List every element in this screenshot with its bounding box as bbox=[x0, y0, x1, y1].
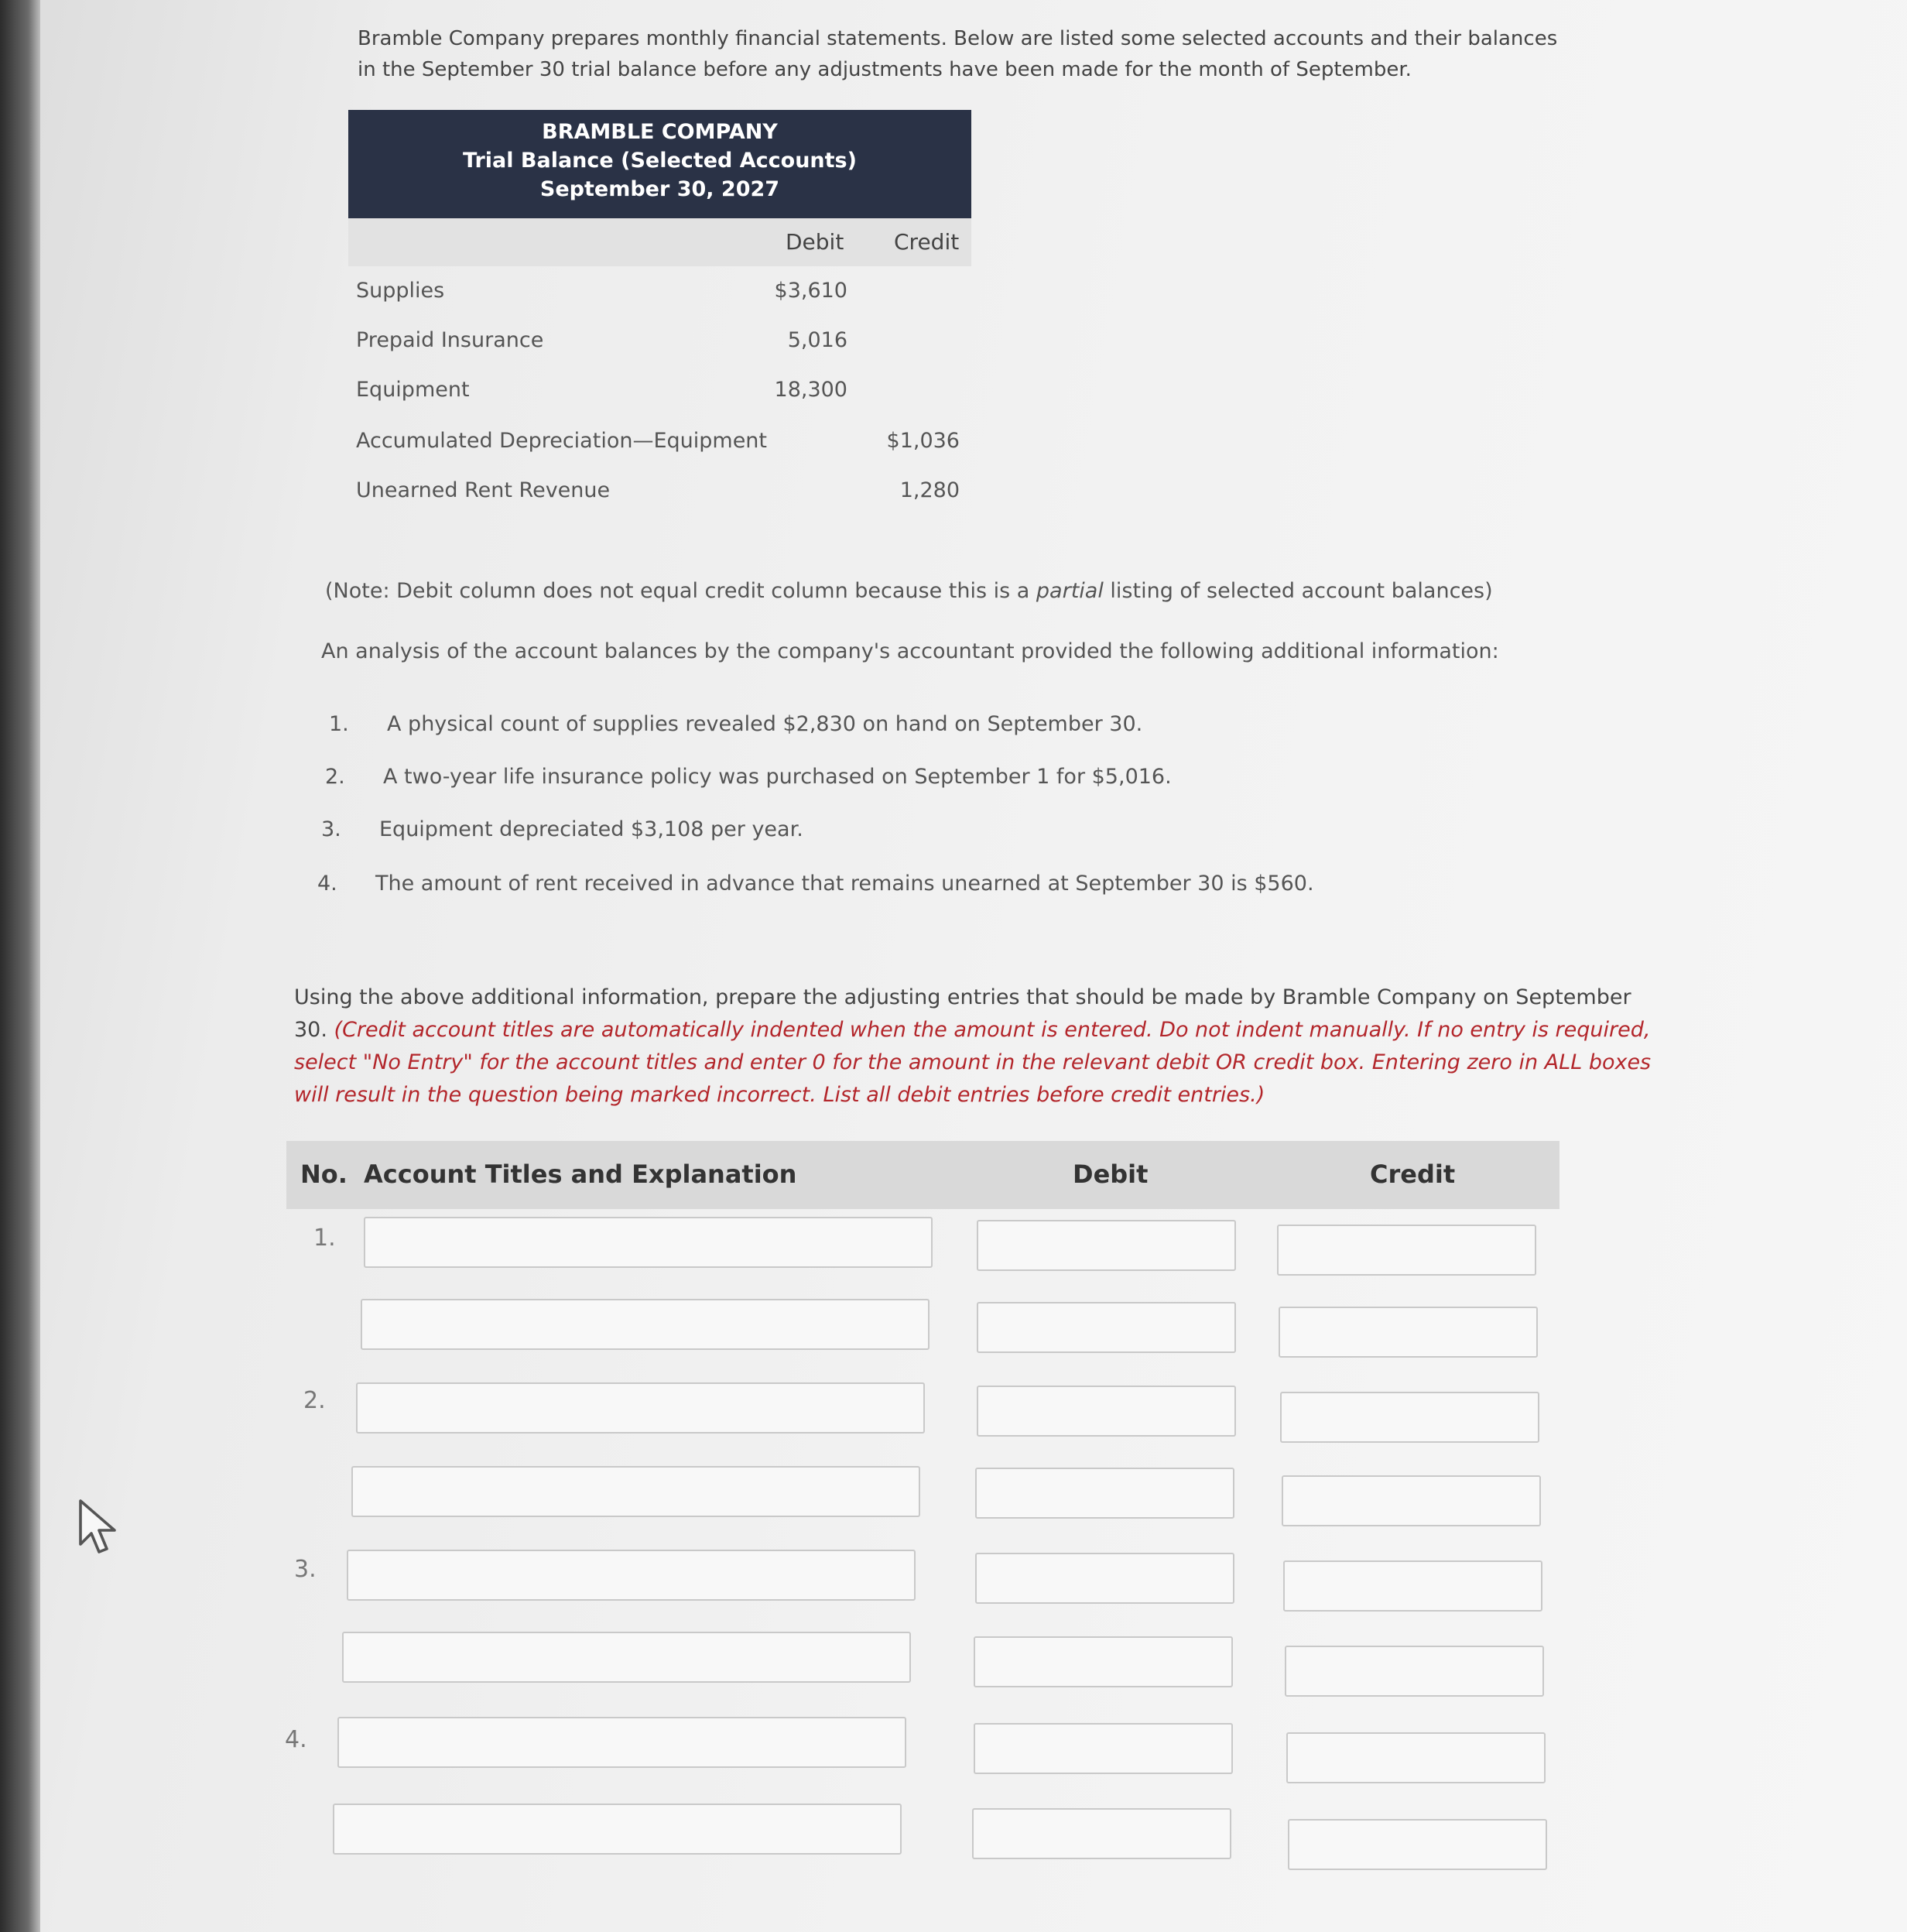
debit-input[interactable] bbox=[977, 1302, 1236, 1353]
account-name: Equipment bbox=[356, 378, 470, 402]
entry-number: 2. bbox=[303, 1387, 326, 1414]
credit-input[interactable] bbox=[1282, 1475, 1541, 1526]
company-name: BRAMBLE COMPANY bbox=[542, 120, 778, 144]
debit-input[interactable] bbox=[977, 1386, 1236, 1437]
table-row bbox=[348, 416, 971, 466]
account-name: Prepaid Insurance bbox=[356, 328, 544, 352]
account-title-input[interactable] bbox=[364, 1217, 933, 1268]
account-title-input[interactable] bbox=[342, 1632, 911, 1683]
credit-column-label: Credit bbox=[894, 229, 960, 255]
account-name: Accumulated Depreciation—Equipment bbox=[356, 429, 768, 453]
instruction-warning: (Credit account titles are automatically indented when the amount is entered. Do not indent manually. If no entry is required, select "No Entry" for the account titles and enter 0 for the amount in the relevant debit OR credit box. Entering zero in ALL boxes will result in the question being marked incorrect. List all debit entries before credit entries.) bbox=[294, 1018, 1652, 1107]
account-title-input[interactable] bbox=[333, 1804, 902, 1855]
table-row bbox=[348, 266, 971, 316]
instruction-text: Using the above additional information, prepare the adjusting entries that should be made by Bramble Company on September 30. bbox=[294, 985, 1631, 1042]
account-title-input[interactable] bbox=[356, 1382, 925, 1434]
monitor-bezel bbox=[0, 0, 40, 1932]
account-name: Supplies bbox=[356, 279, 445, 303]
note-emphasis: partial bbox=[1036, 579, 1104, 603]
debit-column-label: Debit bbox=[1073, 1160, 1149, 1189]
trial-balance-date: September 30, 2027 bbox=[539, 177, 780, 201]
trial-balance-title: Trial Balance (Selected Accounts) bbox=[463, 149, 857, 173]
debit-input[interactable] bbox=[974, 1636, 1233, 1687]
debit-value: $3,610 bbox=[774, 279, 847, 303]
analysis-text: An analysis of the account balances by the company's accountant provided the following additional information: bbox=[321, 639, 1499, 663]
credit-column-label: Credit bbox=[1370, 1160, 1456, 1189]
debit-column-label: Debit bbox=[786, 229, 844, 255]
account-title-input[interactable] bbox=[347, 1550, 916, 1601]
entry-number: 3. bbox=[294, 1556, 317, 1583]
trial-balance-header bbox=[348, 110, 971, 218]
screen: Bramble Company prepares monthly financial statements. Below are listed some selected accounts and their balances in the September 30 trial balance before any adjustments have been made for the month of September. BRAMBLE COMPANY Trial Balance (Selected Accounts) September 30, 2027 Debit Credit Supplies $3,610 Prepaid Insurance 5,016 Equipment 18,300 Accumulated Depreciation—Equipment $1,036 Unearned Rent Revenue 1,280 (Note: Debit column does not equal credit column because this is a partial listing of selected account balances) An analysis of the account balances by the company's accountant provided the following additional information: 1. A physical count of supplies revealed $2,830 on hand on September 30. 2. A two-year life insurance policy was purchased on September 1 for $5,016. 3. Equipment depreciated $3,108 per year. 4. The amount of rent received in advance that remains unearned at September 30 is $560. Using the above additional information, prepare the adjusting entries that should be made by Bramble Company on September 30. (Credit account titles are automatically indented when the amount is entered. Do not indent manually. If no entry is required, select "No Entry" for the account titles and enter 0 for the amount in the relevant debit OR credit box. Entering zero in ALL boxes will result in the question being marked incorrect. List all debit entries before credit entries.) No. Account Titles and Explanation Debit Credit 1. 2. 3. 4. bbox=[0, 0, 1907, 1932]
account-column-label: Account Titles and Explanation bbox=[364, 1160, 797, 1189]
mouse-cursor-icon bbox=[76, 1498, 122, 1560]
instructions bbox=[294, 981, 1656, 1112]
debit-input[interactable] bbox=[975, 1468, 1234, 1519]
journal-header bbox=[286, 1141, 1559, 1209]
account-title-input[interactable] bbox=[351, 1466, 920, 1517]
table-row bbox=[348, 466, 971, 516]
entry-number: 4. bbox=[285, 1726, 307, 1753]
trial-balance-column-header bbox=[348, 218, 971, 266]
account-title-input[interactable] bbox=[361, 1299, 930, 1350]
credit-input[interactable] bbox=[1285, 1646, 1544, 1697]
credit-value: 1,280 bbox=[899, 478, 960, 502]
account-title-input[interactable] bbox=[337, 1717, 906, 1768]
debit-input[interactable] bbox=[972, 1808, 1231, 1859]
account-name: Unearned Rent Revenue bbox=[356, 478, 611, 502]
table-row bbox=[348, 365, 971, 415]
credit-input[interactable] bbox=[1288, 1819, 1547, 1870]
debit-value: 5,016 bbox=[787, 328, 847, 352]
credit-input[interactable] bbox=[1279, 1307, 1538, 1358]
credit-input[interactable] bbox=[1283, 1560, 1542, 1612]
credit-input[interactable] bbox=[1277, 1225, 1536, 1276]
credit-input[interactable] bbox=[1286, 1732, 1546, 1783]
entry-number: 1. bbox=[313, 1225, 336, 1252]
debit-value: 18,300 bbox=[774, 378, 847, 402]
note-text: (Note: Debit column does not equal credit column because this is a partial listing of selected account balances) bbox=[325, 579, 1493, 603]
credit-input[interactable] bbox=[1280, 1392, 1539, 1443]
table-row bbox=[348, 316, 971, 365]
debit-input[interactable] bbox=[975, 1553, 1234, 1604]
debit-input[interactable] bbox=[977, 1220, 1236, 1271]
debit-input[interactable] bbox=[974, 1723, 1233, 1774]
intro-text: Bramble Company prepares monthly financial statements. Below are listed some selected accounts and their balances in the September 30 trial balance before any adjustments have been made for the month of September. bbox=[358, 27, 1558, 81]
no-column-label: No. bbox=[300, 1160, 348, 1189]
credit-value: $1,036 bbox=[886, 429, 960, 453]
